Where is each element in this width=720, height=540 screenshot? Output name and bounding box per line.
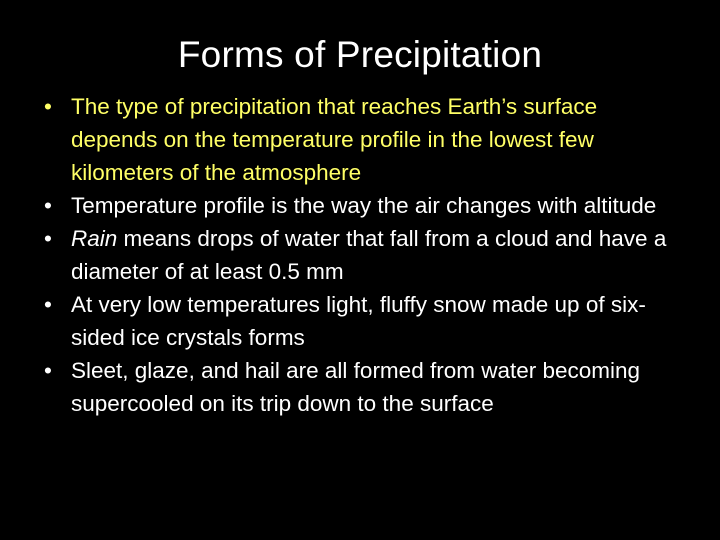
bullet-dot-icon: • (44, 94, 52, 119)
bullet-text (71, 226, 666, 284)
bullet-text: Sleet, glaze, and hail are all formed from water becoming supercooled on its trip down to the surface (71, 358, 641, 416)
bullet-dot-icon: • (44, 226, 52, 251)
bullet-italic-term: Rain (71, 226, 118, 251)
bullet-item (44, 288, 684, 354)
bullet-dot-icon: • (44, 292, 52, 317)
bullet-text: At very low temperatures light, fluffy snow made up of six-sided ice crystals forms (71, 292, 646, 350)
bullet-dot-icon: • (44, 358, 52, 383)
bullet-dot-icon: • (44, 193, 52, 218)
bullet-text-rest: means drops of water that fall from a cloud and have a diameter of at least 0.5 mm (71, 226, 667, 284)
bullet-item (44, 189, 684, 222)
bullet-item (44, 90, 684, 189)
bullet-item (44, 354, 684, 420)
bullet-text: Temperature profile is the way the air changes with altitude (71, 193, 657, 218)
slide-title: Forms of Precipitation (177, 34, 543, 75)
bullet-item (44, 222, 684, 288)
bullet-list (44, 90, 684, 420)
bullet-text: The type of precipitation that reaches Earth’s surface depends on the temperature profile in the lowest few kilometers of the atmosphere (71, 94, 598, 185)
